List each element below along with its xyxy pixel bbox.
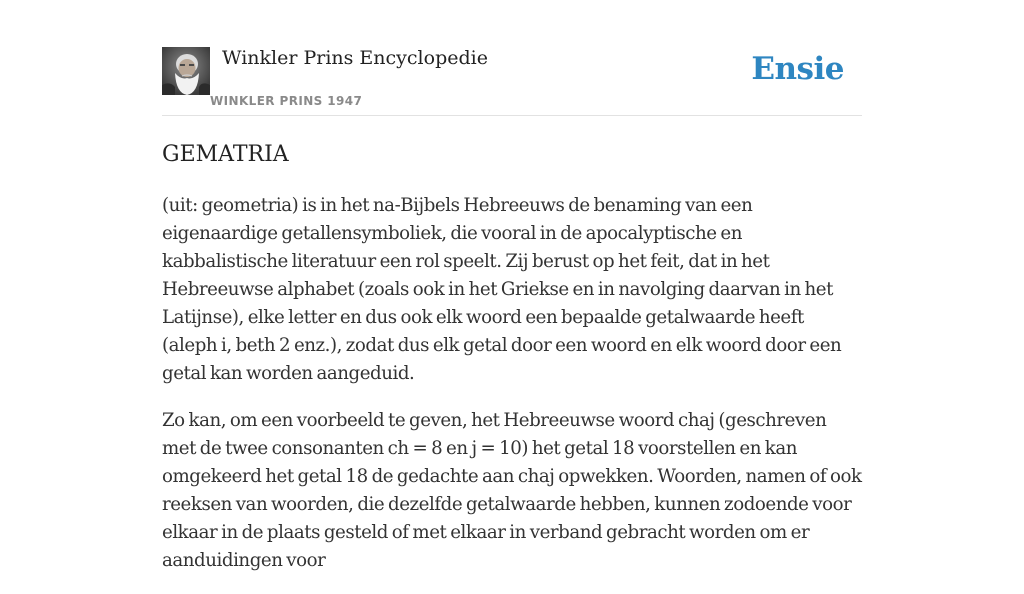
article-body xyxy=(162,192,862,594)
ensie-logo[interactable]: Ensie xyxy=(751,51,844,87)
article-paragraph: Zo kan, om een voorbeeld te geven, het Hebreeuwse woord chaj (geschreven met de twee consonanten ch = 8 en j = 10) het getal 18 voorstellen en kan omgekeerd het getal 18 de gedachte aan chaj opwekken. Woorden, namen of ook reeksen van woorden, die dezelfde getalwaarde hebben, kunnen zodoende voor elkaar in de plaats gesteld of met elkaar in verband gebracht worden om er aanduidingen voor xyxy=(162,410,862,571)
article-title: GEMATRIA xyxy=(162,142,289,167)
article-paragraph: (uit: geometria) is in het na-Bijbels Hebreeuws de benaming van een eigenaardige getallensymboliek, die vooral in de apocalyptische en kabbalistische literatuur een rol speelt. Zij berust op het feit, dat in het Hebreeuwse alphabet (zoals ook in het Griekse en in navolging daarvan in het Latijnse), elke letter en dus ook elk woord een bepaalde getalwaarde heeft (aleph i, beth 2 enz.), zodat dus elk getal door een woord en elk woord door een getal kan worden aangeduid. xyxy=(162,195,842,384)
avatar[interactable] xyxy=(162,47,210,95)
site-title[interactable]: Winkler Prins Encyclopedie xyxy=(222,47,488,69)
site-header xyxy=(162,0,862,116)
edition-label[interactable]: WINKLER PRINS 1947 xyxy=(210,94,363,108)
bearded-man-portrait-icon xyxy=(162,47,210,95)
